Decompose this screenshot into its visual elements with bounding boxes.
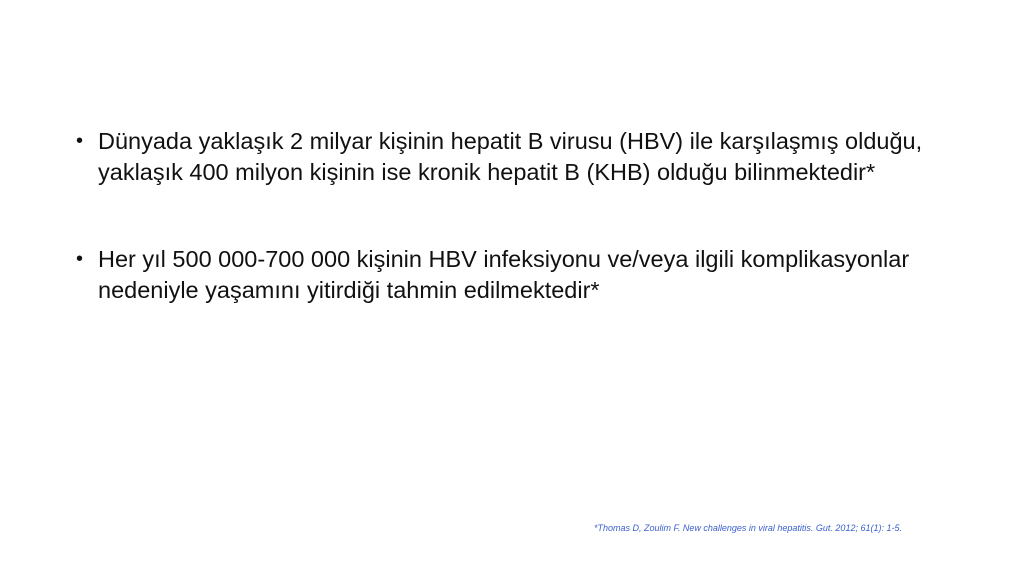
bullet-item — [76, 244, 956, 306]
bullet-dot-icon: • — [76, 130, 84, 152]
bullet-text: Her yıl 500 000-700 000 kişinin HBV infeksiyonu ve/veya ilgili komplikasyonlar nedeniyle yaşamını yitirdiği tahmin edilmektedir* — [98, 246, 910, 303]
bullet-dot-icon: • — [76, 248, 84, 270]
footnote-citation: *Thomas D, Zoulim F. New challenges in viral hepatitis. Gut. 2012; 61(1): 1-5. — [594, 523, 902, 533]
bullet-text: Dünyada yaklaşık 2 milyar kişinin hepatit B virusu (HBV) ile karşılaşmış olduğu, yaklaşık 400 milyon kişinin ise kronik hepatit B (KHB) olduğu bilinmektedir* — [98, 128, 923, 185]
bullet-list — [76, 126, 956, 306]
bullet-item — [76, 126, 956, 188]
